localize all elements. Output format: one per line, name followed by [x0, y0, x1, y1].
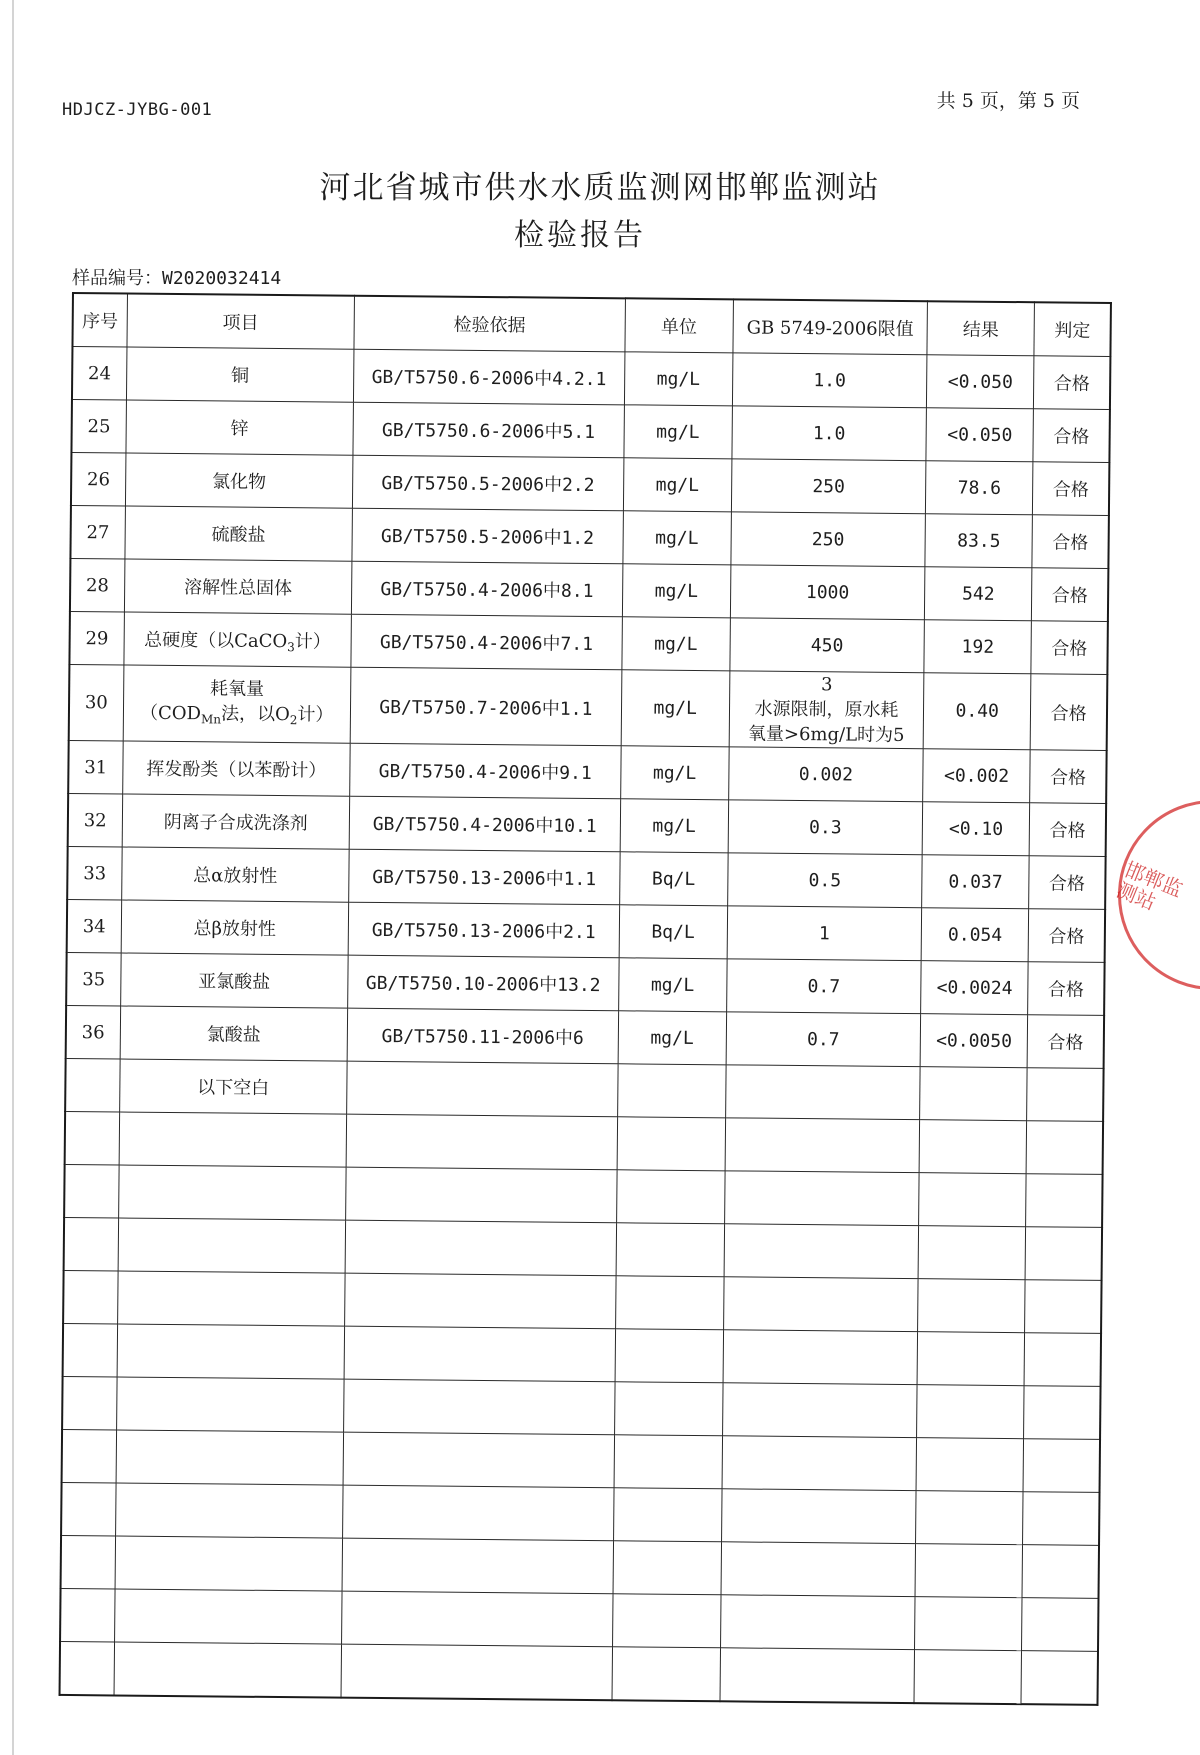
cell-limit: 0.3 [728, 800, 923, 855]
cell-no: 27 [70, 505, 125, 559]
blank-cell [343, 1485, 614, 1541]
blank-cell [722, 1383, 917, 1438]
cell-no: 26 [71, 453, 126, 507]
blank-cell [61, 1482, 116, 1536]
blank-cell [916, 1438, 1024, 1492]
blank-cell [115, 1483, 343, 1538]
cell-unit: mg/L [623, 458, 732, 512]
item-line: 耗氧量 [209, 677, 265, 700]
cell-limit: 250 [731, 512, 926, 567]
blank-cell [721, 1542, 916, 1597]
cell-limit: 0.002 [728, 747, 923, 802]
blank-cell [617, 1117, 726, 1171]
blank-cell [614, 1435, 723, 1489]
sample-number-value: W2020032414 [162, 268, 282, 289]
blank-cell [725, 1118, 920, 1173]
cell-result: 0.40 [923, 673, 1031, 750]
cell-method: GB/T5750.4-2006中8.1 [351, 561, 622, 617]
limit-line: 氧量>6mg/L时为5 [747, 723, 905, 747]
item-text: （COD [139, 702, 202, 724]
blank-cell [1022, 1545, 1099, 1599]
blank-cell [725, 1065, 920, 1120]
header-item: 项目 [127, 294, 355, 350]
cell-judgement: 合格 [1033, 462, 1110, 516]
cell-method: GB/T5750.11-2006中6 [347, 1008, 618, 1064]
cell-judgement: 合格 [1032, 568, 1109, 622]
blank-cell [1027, 1068, 1104, 1122]
cell-method: GB/T5750.4-2006中7.1 [351, 614, 622, 670]
blank-cell [615, 1276, 724, 1330]
cell-method: GB/T5750.7-2006中1.1 [350, 667, 621, 746]
blank-cell [114, 1642, 342, 1698]
cell-result: 542 [925, 567, 1033, 621]
cell-unit: Bq/L [619, 905, 728, 959]
blank-cell [65, 1058, 120, 1112]
report-title: 检验报告 [514, 218, 646, 253]
cell-method: GB/T5750.13-2006中1.1 [349, 849, 620, 905]
blank-cell [1023, 1492, 1100, 1546]
blank-cell [1024, 1386, 1101, 1440]
blank-cell [61, 1535, 116, 1589]
cell-item [123, 665, 351, 743]
blank-cell [720, 1595, 915, 1650]
blank-cell [63, 1270, 118, 1324]
blank-cell [723, 1330, 918, 1385]
blank-cell [613, 1488, 722, 1542]
cell-judgement: 合格 [1030, 750, 1107, 804]
blank-cell [916, 1491, 1024, 1545]
cell-item: 总α放射性 [121, 847, 349, 902]
cell-result: 0.037 [922, 855, 1030, 909]
header-limit: GB 5749-2006限值 [733, 299, 928, 354]
cell-item: 阴离子合成洗涤剂 [122, 794, 350, 849]
blank-cell [1024, 1333, 1101, 1387]
cell-method: GB/T5750.6-2006中5.1 [353, 402, 624, 458]
cell-no: 35 [66, 952, 121, 1006]
cell-no: 31 [68, 740, 123, 794]
blank-cell [617, 1064, 726, 1118]
cell-limit: 0.7 [726, 959, 921, 1014]
cell-unit: mg/L [618, 958, 727, 1012]
blank-cell [920, 1067, 1028, 1121]
cell-judgement: 合格 [1028, 909, 1105, 963]
limit-line: 水源限制，原水耗 [754, 698, 899, 721]
cell-unit: mg/L [624, 405, 733, 459]
cell-method: GB/T5750.4-2006中9.1 [350, 743, 621, 799]
cell-unit: mg/L [622, 564, 731, 618]
cell-limit: 0.7 [726, 1012, 921, 1067]
blank-cell [60, 1588, 115, 1642]
cell-method: GB/T5750.6-2006中4.2.1 [354, 349, 625, 405]
blank-cell [342, 1538, 613, 1594]
blank-cell [119, 1112, 347, 1167]
blank-cell [914, 1650, 1022, 1705]
cell-unit: mg/L [620, 746, 729, 800]
cell-no: 32 [68, 793, 123, 847]
cell-unit: mg/L [620, 799, 729, 853]
table-row-empty [60, 1641, 1098, 1704]
blank-cell [721, 1489, 916, 1544]
cell-result: 78.6 [926, 461, 1034, 515]
item-line [127, 700, 346, 733]
cell-limit: 250 [731, 459, 926, 514]
blank-cell [341, 1644, 612, 1700]
blank-cell [1025, 1227, 1102, 1281]
cell-unit: mg/L [621, 670, 730, 747]
cell-item: 总β放射性 [121, 900, 349, 955]
blank-cell [720, 1648, 915, 1703]
page-count: 共 5 页，第 5 页 [936, 90, 1080, 112]
cell-result: <0.0050 [920, 1014, 1028, 1068]
table-header-row [72, 293, 1110, 356]
blank-cell [919, 1173, 1027, 1227]
cell-no: 25 [71, 400, 126, 454]
cell-no: 24 [72, 347, 127, 401]
cell-method: GB/T5750.5-2006中2.2 [353, 455, 624, 511]
item-subscript: 2 [289, 712, 298, 727]
blank-cell [117, 1271, 345, 1326]
document-code: HDJCZ-JYBG-001 [62, 100, 213, 120]
blank-cell [117, 1324, 345, 1379]
header-method: 检验依据 [354, 296, 625, 352]
cell-limit: 1000 [730, 565, 925, 620]
blank-cell [1021, 1651, 1098, 1705]
blank-cell [62, 1376, 117, 1430]
cell-judgement: 合格 [1029, 856, 1106, 910]
cell-judgement: 合格 [1033, 409, 1110, 463]
cell-judgement: 合格 [1032, 515, 1109, 569]
blank-cell [343, 1432, 614, 1488]
item-text: 法，以O [220, 702, 290, 725]
item-text: 计） [294, 630, 331, 653]
header-judgement: 判定 [1034, 302, 1111, 356]
blank-cell [344, 1326, 615, 1382]
official-seal-text: 邯郸监测站 [1113, 857, 1187, 915]
cell-method: GB/T5750.13-2006中2.1 [348, 902, 619, 958]
header-result: 结果 [927, 301, 1035, 356]
limit-line: 3 [820, 674, 833, 696]
cell-result: <0.0024 [921, 961, 1029, 1015]
sample-number-label: 样品编号： [72, 268, 162, 289]
blank-cell [614, 1382, 723, 1436]
blank-cell [65, 1111, 120, 1165]
cell-limit: 450 [730, 618, 925, 673]
cell-unit: Bq/L [619, 852, 728, 906]
blank-cell [64, 1217, 119, 1271]
cell-limit: 1.0 [732, 406, 927, 461]
cell-limit: 0.5 [727, 853, 922, 908]
blank-cell [1025, 1280, 1102, 1334]
blank-cell [118, 1218, 346, 1273]
blank-cell [116, 1377, 344, 1432]
cell-result: <0.10 [922, 802, 1030, 856]
cell-item [124, 612, 352, 667]
blank-cell [62, 1429, 117, 1483]
cell-judgement: 合格 [1034, 356, 1111, 410]
cell-limit [729, 671, 924, 749]
blank-cell [917, 1385, 1025, 1439]
blank-cell [344, 1379, 615, 1435]
cell-item: 铜 [126, 347, 354, 402]
cell-item: 挥发酚类（以苯酚计） [122, 741, 350, 796]
cell-judgement: 合格 [1028, 962, 1105, 1016]
blank-cell [616, 1170, 725, 1224]
blank-cell [342, 1591, 613, 1647]
blank-cell [724, 1224, 919, 1279]
blank-cell [1026, 1121, 1103, 1175]
cell-method: GB/T5750.4-2006中10.1 [349, 796, 620, 852]
cell-item: 溶解性总固体 [124, 559, 352, 614]
blank-cell [918, 1226, 1026, 1280]
item-text: 总硬度（以CaCO [144, 629, 288, 652]
cell-no: 33 [67, 846, 122, 900]
cell-item: 氯化物 [125, 453, 353, 508]
blank-cell [64, 1164, 119, 1218]
blank-cell [347, 1061, 618, 1117]
blank-cell [615, 1329, 724, 1383]
blank-cell [616, 1223, 725, 1277]
cell-unit: mg/L [623, 511, 732, 565]
blank-note: 以下空白 [119, 1059, 347, 1114]
blank-cell [612, 1647, 721, 1702]
blank-cell [918, 1279, 1026, 1333]
cell-no: 30 [69, 664, 124, 741]
cell-result: <0.002 [923, 749, 1031, 803]
cell-result: 0.054 [921, 908, 1029, 962]
blank-cell [346, 1114, 617, 1170]
cell-result: 83.5 [925, 514, 1033, 568]
header-unit: 单位 [625, 298, 734, 353]
blank-cell [722, 1436, 917, 1491]
cell-result: <0.050 [927, 355, 1035, 409]
cell-result: 192 [924, 620, 1032, 674]
cell-item: 亚氯酸盐 [120, 953, 348, 1008]
blank-cell [919, 1120, 1027, 1174]
inspection-table [59, 292, 1112, 1706]
header-no: 序号 [72, 293, 127, 347]
cell-unit: mg/L [618, 1011, 727, 1065]
blank-cell [1026, 1174, 1103, 1228]
cell-judgement: 合格 [1030, 674, 1107, 751]
blank-cell [345, 1273, 616, 1329]
cell-no: 29 [69, 611, 124, 665]
blank-cell [915, 1597, 1023, 1651]
item-text: 计） [297, 703, 334, 726]
blank-cell [724, 1171, 919, 1226]
blank-cell [723, 1277, 918, 1332]
blank-cell [115, 1536, 343, 1591]
organization-title: 河北省城市供水水质监测网邯郸监测站 [319, 170, 881, 206]
cell-item: 锌 [126, 400, 354, 455]
cell-judgement: 合格 [1029, 803, 1106, 857]
blank-cell [915, 1544, 1023, 1598]
scan-edge [12, 0, 14, 1755]
sample-number [72, 264, 281, 290]
cell-unit: mg/L [621, 617, 730, 671]
item-subscript: Mn [200, 711, 222, 726]
blank-cell [116, 1430, 344, 1485]
cell-method: GB/T5750.10-2006中13.2 [348, 955, 619, 1011]
blank-cell [613, 1541, 722, 1595]
blank-cell [114, 1589, 342, 1644]
item-subscript: 3 [287, 639, 295, 654]
blank-cell [345, 1220, 616, 1276]
blank-cell [1023, 1439, 1100, 1493]
cell-item: 硫酸盐 [125, 506, 353, 561]
cell-limit: 1 [727, 906, 922, 961]
cell-limit: 1.0 [732, 353, 927, 408]
cell-no: 34 [67, 899, 122, 953]
blank-cell [346, 1167, 617, 1223]
blank-cell [118, 1165, 346, 1220]
blank-cell [612, 1594, 721, 1648]
cell-result: <0.050 [926, 408, 1034, 462]
blank-cell [917, 1332, 1025, 1386]
cell-method: GB/T5750.5-2006中1.2 [352, 508, 623, 564]
cell-no: 36 [66, 1005, 121, 1059]
cell-item: 氯酸盐 [120, 1006, 348, 1061]
cell-judgement: 合格 [1027, 1015, 1104, 1069]
blank-cell [1022, 1598, 1099, 1652]
table-row [69, 664, 1108, 750]
cell-unit: mg/L [624, 352, 733, 406]
blank-cell [60, 1641, 115, 1695]
cell-no: 28 [70, 558, 125, 612]
blank-cell [63, 1323, 118, 1377]
cell-judgement: 合格 [1031, 621, 1108, 675]
